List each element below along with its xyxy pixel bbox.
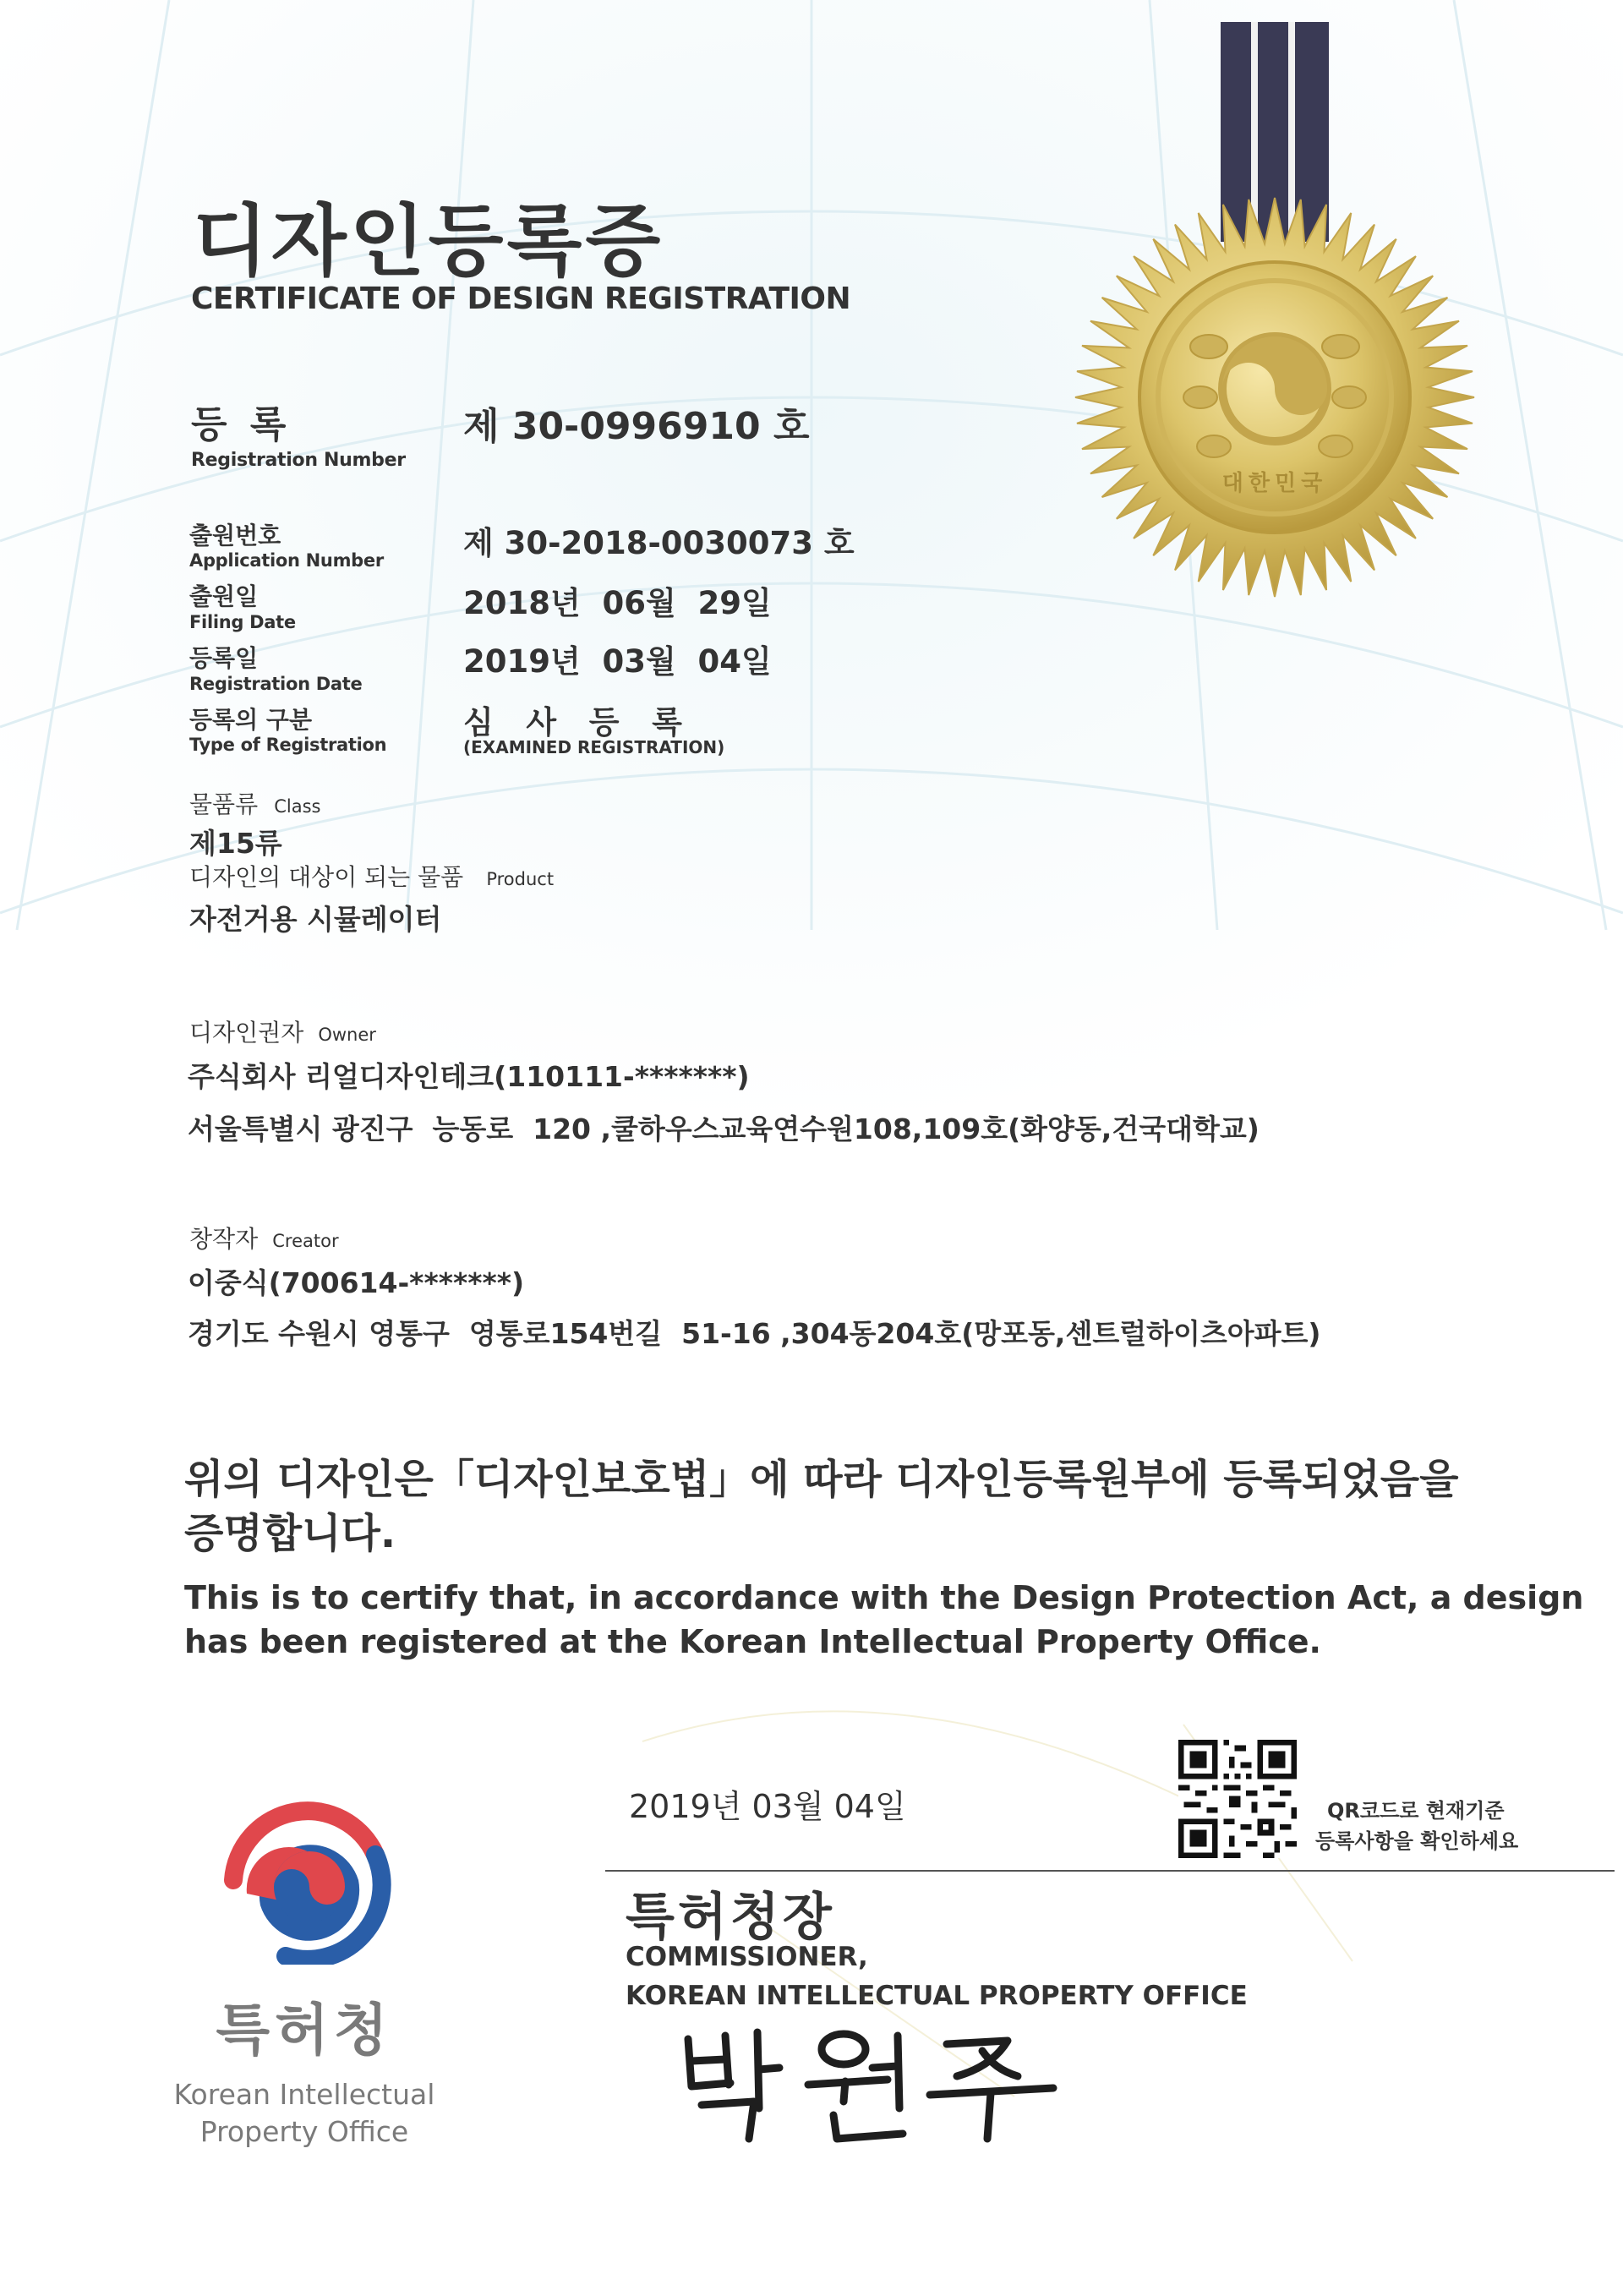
registration-type-label-ko: 등록의 구분 <box>189 706 312 734</box>
class-label-ko: 물품류 <box>189 790 259 818</box>
statement-ko-line1: 위의 디자인은「디자인보호법」에 따라 디자인등록원부에 등록되었음을 <box>184 1456 1459 1503</box>
signature-divider <box>605 1870 1615 1872</box>
qr-note-line1: QR코드로 현재기준 <box>1327 1799 1505 1823</box>
statement-en-line1: This is to certify that, in accordance with the Design Protection Act, a design <box>184 1579 1584 1616</box>
registration-number: 제 30-0996910 호 <box>463 405 810 448</box>
class-label <box>189 786 321 820</box>
commissioner-title-ko: 특허청장 <box>626 1888 835 1947</box>
product-label <box>189 859 554 893</box>
owner-label <box>189 1014 376 1048</box>
registration-type-label-en: Type of Registration <box>189 735 387 755</box>
creator-name: 이중식(700614-*******) <box>188 1266 525 1299</box>
statement-en-line2: has been registered at the Korean Intellectual Property Office. <box>184 1623 1321 1660</box>
product-value: 자전거용 시뮬레이터 <box>189 903 442 936</box>
kipo-taegeuk-logo <box>210 1779 404 1965</box>
filing-date-label-ko: 출원일 <box>189 582 259 610</box>
kipo-name-en-line2: Property Office <box>199 2115 409 2148</box>
qr-note-line2: 등록사항을 확인하세요 <box>1315 1829 1519 1853</box>
certificate-title-ko: 디자인등록증 <box>193 196 664 287</box>
application-number-value: 제 30-2018-0030073 호 <box>463 525 855 561</box>
kipo-name-en <box>144 2076 465 2151</box>
qr-note <box>1315 1796 1518 1856</box>
statement-ko-line2: 증명합니다. <box>184 1510 396 1557</box>
owner-address: 서울특별시 광진구 능동로 120 ,쿨하우스교육연수원108,109호(화양동,건국대학교) <box>188 1112 1260 1145</box>
creator-label-ko: 창작자 <box>189 1225 259 1253</box>
commissioner-signature <box>676 2020 1065 2147</box>
owner-name: 주식회사 리얼디자인테크(110111-*******) <box>188 1060 750 1093</box>
registration-label-ko: 등 록 <box>191 403 292 446</box>
kipo-name-ko: 특허청 <box>216 1998 393 2063</box>
product-label-ko: 디자인의 대상이 되는 물품 <box>189 863 464 891</box>
registration-date-label-en: Registration Date <box>189 674 363 694</box>
gold-seal <box>1074 17 1488 609</box>
filing-date-label-en: Filing Date <box>189 612 296 632</box>
certificate-title-en: CERTIFICATE OF DESIGN REGISTRATION <box>191 282 851 316</box>
creator-address: 경기도 수원시 영통구 영통로154번길 51-16 ,304동204호(망포동,센트럴하이츠아파트) <box>188 1317 1321 1350</box>
creator-label <box>189 1221 339 1255</box>
seal-text: 대한민국 <box>1221 471 1328 496</box>
owner-label-en: Owner <box>318 1025 376 1045</box>
class-label-en: Class <box>274 796 321 817</box>
certification-statement <box>184 1452 1584 1664</box>
kipo-name-en-line1: Korean Intellectual <box>173 2078 435 2111</box>
registration-date-label-ko: 등록일 <box>189 644 259 672</box>
product-label-en: Product <box>486 869 555 889</box>
application-number-label-en: Application Number <box>189 550 384 571</box>
registration-label-en: Registration Number <box>191 450 406 471</box>
application-number-label-ko: 출원번호 <box>189 522 281 549</box>
commissioner-en-line1: COMMISSIONER, <box>626 1942 868 1972</box>
creator-label-en: Creator <box>272 1231 339 1251</box>
registration-date-value: 2019년 03월 04일 <box>463 643 772 680</box>
class-value: 제15류 <box>189 827 282 860</box>
issue-date: 2019년 03월 04일 <box>629 1788 906 1825</box>
owner-label-ko: 디자인권자 <box>189 1019 304 1047</box>
registration-type-sub: (EXAMINED REGISTRATION) <box>463 737 725 757</box>
commissioner-en-line2: KOREAN INTELLECTUAL PROPERTY OFFICE <box>626 1981 1248 2011</box>
commissioner-title-en <box>626 1938 1248 2015</box>
registration-type-value: 심 사 등 록 <box>463 704 682 741</box>
qr-code[interactable] <box>1178 1740 1297 1858</box>
filing-date-value: 2018년 06월 29일 <box>463 585 772 621</box>
